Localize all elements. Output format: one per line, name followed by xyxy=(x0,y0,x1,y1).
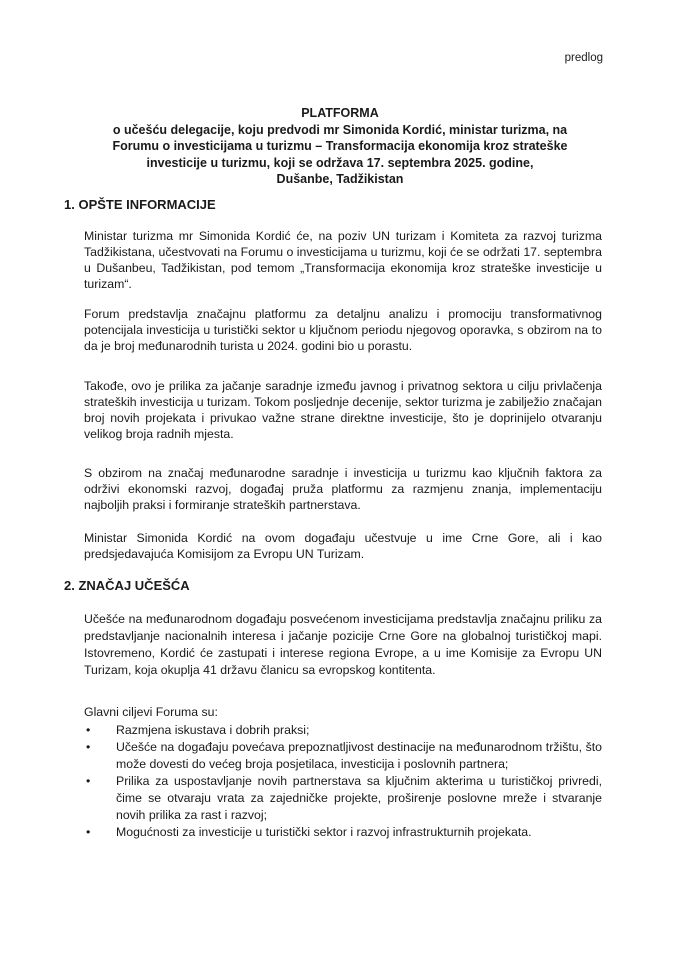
list-item: • Prilika za uspostavljanje novih partnerstava sa ključnim akterima u turističkoj privredi, čime se otvaraju vrata za zajedničke projekte, proširenje poslovne mreže i stvaranje novih prilika za rast i razvoj; xyxy=(86,774,602,822)
section-heading-general-info: 1. OPŠTE INFORMACIJE xyxy=(64,197,216,212)
title-heading: PLATFORMA xyxy=(301,106,379,120)
paragraph: Takođe, ovo je prilika za jačanje saradnje između javnog i privatnog sektora u cilju privlačenja strateških investicija u turizam. Tokom posljednje decenije, sektor turizma je zabilježio značajan broj novih projekata i privukao važne strane direktne investicije, što je doprinijelo otvaranju velikog broja radnih mjesta. xyxy=(84,379,602,441)
bullet-icon: • xyxy=(86,774,91,788)
paragraph: Ministar turizma mr Simonida Kordić će, na poziv UN turizam i Komiteta za razvoj turizma Tadžikistana, učestvovati na Forumu o investicijama u turizmu, koji će se održati 17. septembra u Dušanbeu, Tadžikistan, pod temom „Transformacija ekonomija kroz strateške investicije u turizam“. xyxy=(84,229,602,291)
bullet-icon: • xyxy=(86,723,91,737)
bullet-icon: • xyxy=(86,740,91,754)
paragraph: Ministar Simonida Kordić na ovom događaju učestvuje u ime Crne Gore, ali i kao predsjedavajuća Komisijom za Evropu UN Turizam. xyxy=(84,531,602,561)
title-line: Forumu o investicijama u turizmu – Transformacija ekonomija kroz strateške xyxy=(112,139,568,153)
paragraph: Učešće na međunarodnom događaju posvećenom investicijama predstavlja značajnu priliku za predstavljanje nacionalnih interesa i jačanje pozicije Crne Gore na globalnoj turističkoj mapi. Istovremeno, Kordić će zastupati i interese regiona Evrope, a u ime Komisije za Evropu UN Turizam, koja okuplja 41 državu članicu sa evropskog kontitenta. xyxy=(84,612,602,677)
title-line: Dušanbe, Tadžikistan xyxy=(276,172,404,186)
document-title xyxy=(60,105,620,188)
paragraph: S obzirom na značaj međunarodne saradnje i investicija u turizmu kao ključnih faktora za održivi ekonomski razvoj, događaj pruža platformu za razmjenu znanja, implementaciju najboljih praksi i formiranje strateških partnerstava. xyxy=(84,466,602,512)
goals-list xyxy=(84,722,602,841)
draft-label: predlog xyxy=(564,52,603,64)
title-line: o učešću delegacije, koju predvodi mr Simonida Kordić, ministar turizma, na xyxy=(112,122,568,137)
paragraph: Forum predstavlja značajnu platformu za detaljnu analizu i promociju transformativnog potencijala investicija u turistički sektor u ključnom periodu njegovog oporavka, s obzirom na to da je broj međunarodnih turista u 2024. godini bio u porastu. xyxy=(84,307,602,353)
title-line: investicije u turizmu, koji se održava 17. septembra 2025. godine, xyxy=(146,155,534,170)
paragraph: Glavni ciljevi Foruma su: xyxy=(84,705,218,719)
bullet-icon: • xyxy=(86,825,91,839)
list-item: • Učešće na događaju povećava prepoznatljivost destinacije na međunarodnom tržištu, što može dovesti do većeg broja posjetilaca, investicija i poslovnih partnera; xyxy=(86,740,602,771)
list-item: • Mogućnosti za investicije u turistički sektor i razvoj infrastrukturnih projekata. xyxy=(86,825,532,839)
list-item: • Razmjena iskustava i dobrih praksi; xyxy=(86,723,310,737)
section-heading-significance: 2. ZNAČAJ UČEŠĆA xyxy=(64,578,190,593)
